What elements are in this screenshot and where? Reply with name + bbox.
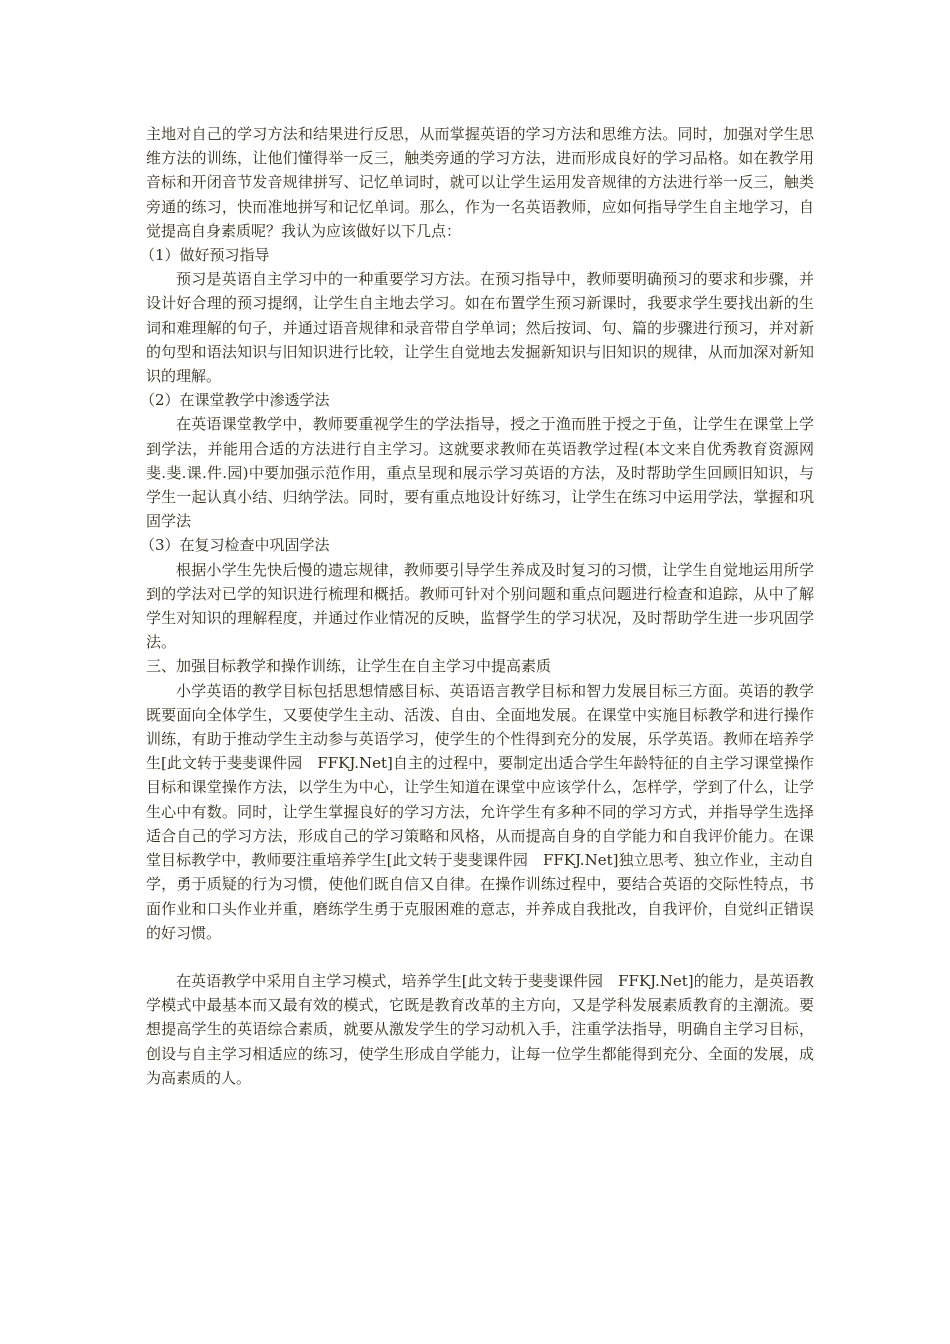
document-page: [140, 122, 814, 1090]
section3-body: 根据小学生先快后慢的遗忘规律，教师要引导学生养成及时复习的习惯，让学生自觉地运用所学到的学法对已学的知识进行梳理和概括。教师可针对个别问题和重点问题进行检查和追踪，从中了解学生对知识的理解程度，并通过作业情况的反映，监督学生的学习状况，及时帮助学生进一步巩固学法。: [146, 560, 814, 652]
part3-heading: 三、加强目标教学和操作训练，让学生在自主学习中提高素质: [146, 657, 552, 676]
section1-heading: （1）做好预习指导: [140, 246, 270, 265]
conclusion-paragraph: 在英语教学中采用自主学习模式，培养学生[此文转于斐斐课件园 FFKJ.Net]的能力，是英语教学模式中最基本而又最有效的模式，它既是教育改革的主方向，又是学科发展素质教育的主潮流。要想提高学生的英语综合素质，就要从激发学生的学习动机入手，注重学法指导，明确自主学习目标，创设与自主学习相适应的练习，使学生形成自学能力，让每一位学生都能得到充分、全面的发展，成为高素质的人。: [146, 971, 814, 1087]
part3-body: 小学英语的教学目标包括思想情感目标、英语语言教学目标和智力发展目标三方面。英语的教学既要面向全体学生，又要使学生主动、活泼、自由、全面地发展。在课堂中实施目标教学和进行操作训练，有助于推动学生主动参与英语学习，使学生的个性得到充分的发展，乐学英语。教师在培养学生[此文转于斐斐课件园 FFKJ.Net]自主的过程中，要制定出适合学生年龄特征的自主学习课堂操作目标和课堂操作方法，以学生为中心，让学生知道在课堂中应该学什么，怎样学，学到了什么，让学生心中有数。同时，让学生掌握良好的学习方法，允许学生有多种不同的学习方式，并指导学生选择适合自己的学习方法，形成自己的学习策略和风格，从而提高自身的自学能力和自我评价能力。在课堂目标教学中，教师要注重培养学生[此文转于斐斐课件园 FFKJ.Net]独立思考、独立作业，主动自学，勇于质疑的行为习惯，使他们既自信又自律。在操作训练过程中，要结合英语的交际性特点，书面作业和口头作业并重，磨练学生勇于克服困难的意志，并养成自我批改，自我评价，自觉纠正错误的好习惯。: [146, 681, 814, 942]
paragraph-gap: [146, 945, 814, 969]
section1-body: 预习是英语自主学习中的一种重要学习方法。在预习指导中，教师要明确预习的要求和步骤，并设计好合理的预习提纲，让学生自主地去学习。如在布置学生预习新课时，我要求学生要找出新的生词和难理解的句子，并通过语音规律和录音带自学单词；然后按词、句、篇的步骤进行预习，并对新的句型和语法知识与旧知识进行比较，让学生自觉地去发掘新知识与旧知识的规律，从而加深对新知识的理解。: [146, 270, 814, 386]
section2-body: 在英语课堂教学中，教师要重视学生的学法指导，授之于渔而胜于授之于鱼，让学生在课堂上学到学法，并能用合适的方法进行自主学习。这就要求教师在英语教学过程(本文来自优秀教育资源网斐.斐.课.件.园)中要加强示范作用，重点呈现和展示学习英语的方法，及时帮助学生回顾旧知识，与学生一起认真小结、归纳学法。同时，要有重点地设计好练习，让学生在练习中运用学法，掌握和巩固学法: [146, 415, 814, 531]
section3-heading: （3）在复习检查中巩固学法: [140, 536, 330, 555]
intro-paragraph: 主地对自己的学习方法和结果进行反思，从而掌握英语的学习方法和思维方法。同时，加强对学生思维方法的训练，让他们懂得举一反三，触类旁通的学习方法，进而形成良好的学习品格。如在教学用音标和开闭音节发音规律拼写、记忆单词时，就可以让学生运用发音规律的方法进行举一反三，触类旁通的练习，快而准地拼写和记忆单词。那么，作为一名英语教师，应如何指导学生自主地学习，自觉提高自身素质呢？我认为应该做好以下几点：: [146, 125, 814, 240]
section2-heading: （2）在课堂教学中渗透学法: [140, 391, 330, 410]
